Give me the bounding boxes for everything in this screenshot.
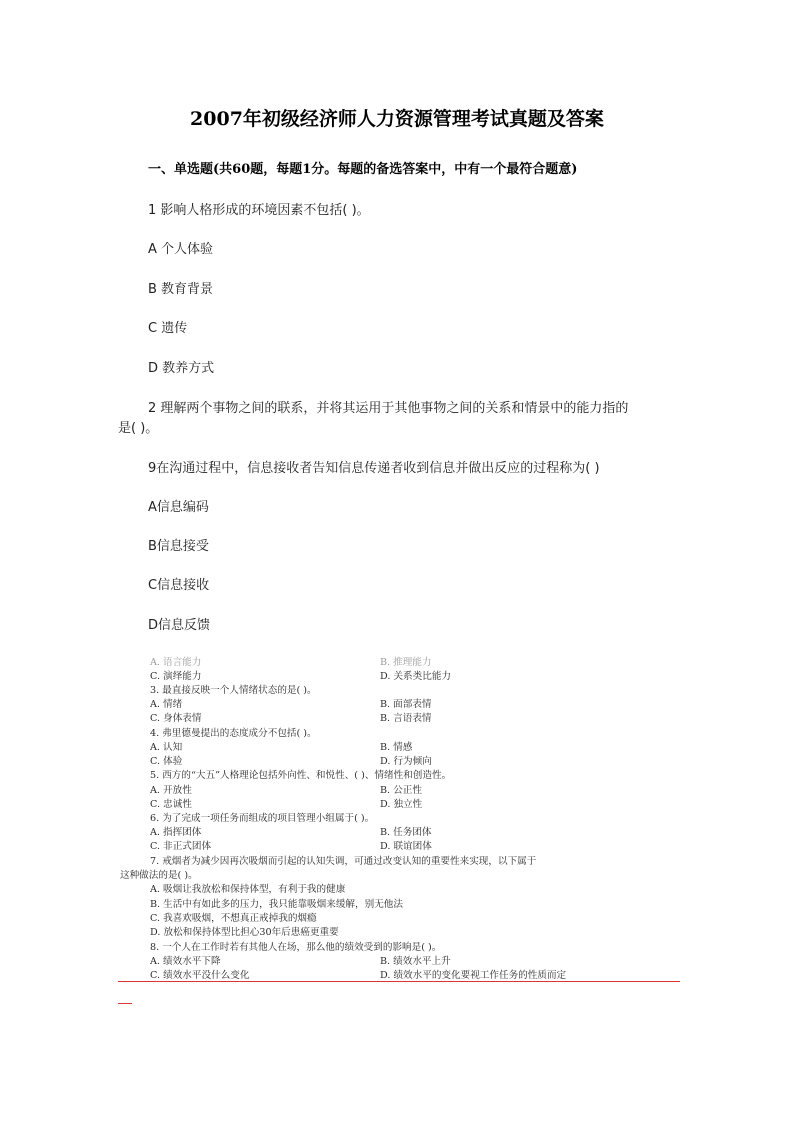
question-9-option-c: C信息接收 [148, 578, 210, 593]
scan-row-right: B. 绩效水平上升 [380, 956, 451, 967]
scan-row-left: 这种做法的是( )。 [120, 870, 198, 881]
scan-row-left: D. 放松和保持体型比担心30年后患癌更重要 [150, 927, 339, 938]
scan-row-left: A. 开放性 [150, 785, 192, 796]
scan-row-left: B. 生活中有如此多的压力，我只能靠吸烟来缓解，别无他法 [150, 899, 403, 910]
scan-row-right: D. 独立性 [380, 799, 423, 810]
question-9-option-b: B信息接受 [148, 539, 209, 554]
question-9-stem: 9在沟通过程中，信息接收者告知信息传递者收到信息并做出反应的过程称为( ) [148, 461, 600, 476]
scan-row-left: C. 演绎能力 [150, 671, 202, 682]
scan-row-right: B. 推理能力 [380, 657, 432, 668]
scan-row-left: A. 语言能力 [150, 657, 202, 668]
scan-row-left: C. 忠诚性 [150, 799, 192, 810]
scan-row-right: D. 行为倾向 [380, 756, 432, 767]
scan-row-right: D. 联谊团体 [380, 841, 432, 852]
scanned-question-image [118, 650, 684, 984]
question-1-option-a: A 个人体验 [148, 242, 214, 257]
scan-row-right: B. 任务团体 [380, 827, 432, 838]
red-underline [118, 981, 680, 982]
scan-row-right: D. 关系类比能力 [380, 671, 452, 682]
scan-row-left: 8. 一个人在工作时若有其他人在场，那么他的绩效受到的影响是( )。 [150, 942, 442, 953]
scan-row-left: C. 非正式团体 [150, 841, 212, 852]
scan-row-left: C. 绩效水平没什么变化 [150, 970, 250, 981]
scan-row-right: B. 公正性 [380, 785, 422, 796]
scan-row-left: C. 身体表情 [150, 713, 202, 724]
scan-row-left: A. 情绪 [150, 699, 183, 710]
scan-row-right: B. 面部表情 [380, 699, 432, 710]
scan-row-right: B. 言语表情 [380, 713, 432, 724]
question-2-stem-line2: 是( )。 [118, 421, 159, 436]
scan-row-left: A. 吸烟让我放松和保持体型，有利于我的健康 [150, 884, 346, 895]
scan-row-left: 5. 西方的“大五”人格理论包括外向性、和悦性、( )、情绪性和创造性。 [150, 770, 452, 781]
page-title: 2007年初级经济师人力资源管理考试真题及答案 [190, 108, 604, 130]
scan-row-left: 6. 为了完成一项任务而组成的项目管理小组属于( )。 [150, 813, 375, 824]
question-1-option-d: D 教养方式 [148, 361, 215, 376]
red-underline-short [118, 1003, 132, 1004]
section-heading: 一、单选题(共60题，每题1分。每题的备选答案中，中有一个最符合题意) [148, 162, 578, 177]
scan-row-left: A. 指挥团体 [150, 827, 202, 838]
question-2-stem-line1: 2 理解两个事物之间的联系，并将其运用于其他事物之间的关系和情景中的能力指的 [148, 401, 629, 416]
scan-row-left: C. 我喜欢吸烟，不想真正戒掉我的烟瘾 [150, 913, 317, 924]
question-9-option-a: A信息编码 [148, 500, 209, 515]
scan-row-left: C. 体验 [150, 756, 183, 767]
question-1-option-c: C 遗传 [148, 321, 188, 336]
scan-row-left: A. 认知 [150, 742, 183, 753]
question-1-option-b: B 教育背景 [148, 282, 214, 297]
question-9-option-d: D信息反馈 [148, 618, 211, 633]
scan-row-left: 7. 戒烟者为减少因再次吸烟而引起的认知失调，可通过改变认知的重要性来实现，以下属于 [150, 856, 537, 867]
question-1-stem: 1 影响人格形成的环境因素不包括( )。 [148, 203, 370, 218]
scan-row-left: A. 绩效水平下降 [150, 956, 221, 967]
scan-row-right: B. 情感 [380, 742, 413, 753]
scan-row-left: 4. 弗里德曼提出的态度成分不包括( )。 [150, 728, 317, 739]
scan-row-right: D. 绩效水平的变化要视工作任务的性质而定 [380, 970, 567, 981]
scan-row-left: 3. 最直接反映一个人情绪状态的是( )。 [150, 685, 317, 696]
